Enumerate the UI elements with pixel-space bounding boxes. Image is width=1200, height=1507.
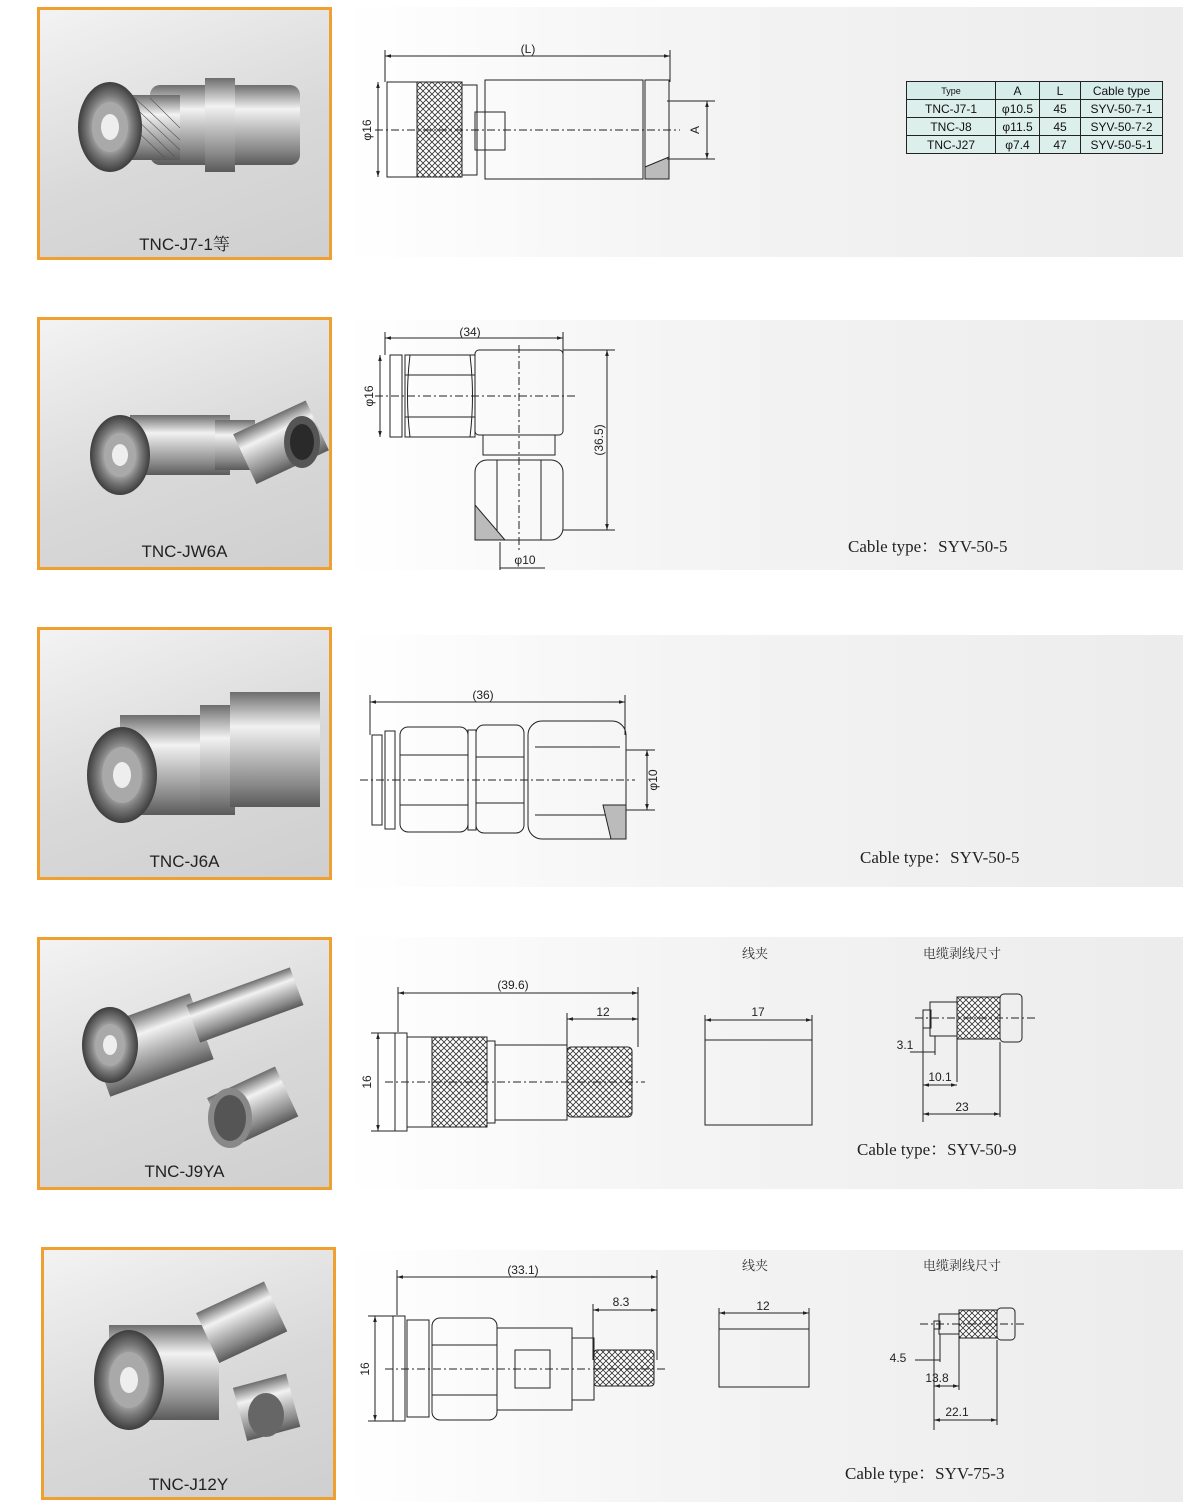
length-dimension: (33.1) (507, 1263, 539, 1277)
product-photo-frame (37, 627, 332, 880)
cell: SYV-50-5-1 (1081, 136, 1163, 154)
tail-dimension: 8.3 (612, 1295, 630, 1309)
diameter-dimension: 16 (358, 1362, 372, 1376)
strip-dimension-2: 13.8 (925, 1371, 949, 1385)
drawing-panel (345, 1250, 1183, 1502)
drawing-panel (345, 635, 1183, 887)
cell: TNC-J7-1 (907, 100, 996, 118)
clamp-caption: 线夹 (742, 947, 769, 962)
length-dimension: (L) (520, 42, 536, 56)
strip-dimension-3: 22.1 (945, 1405, 969, 1419)
spec-table (906, 81, 1163, 154)
product-model-label: TNC-J7-1等 (139, 235, 230, 254)
table-row (907, 100, 1163, 118)
strip-caption: 电缆剥线尺寸 (923, 947, 1002, 962)
product-model-label: TNC-J6A (149, 852, 220, 871)
cable-type-label: Cable type：SYV-50-5 (848, 537, 1008, 556)
product-model-label: TNC-J12Y (148, 1475, 229, 1494)
strip-caption: 电缆剥线尺寸 (923, 1259, 1002, 1274)
connector-photo (40, 320, 329, 567)
diameter-dimension: φ10 (646, 769, 660, 791)
product-row-1 (0, 0, 1200, 265)
length-dimension: (34) (459, 325, 481, 339)
strip-dimension-1: 3.1 (896, 1038, 914, 1052)
cell: 45 (1040, 118, 1081, 136)
strip-dimension-2: 10.1 (928, 1070, 952, 1084)
product-row-4 (0, 937, 1200, 1193)
cell: 45 (1040, 100, 1081, 118)
drawing-panel (345, 320, 1183, 570)
length-dimension: (39.6) (497, 978, 529, 992)
clamp-caption: 线夹 (742, 1259, 769, 1274)
cable-type-label: Cable type：SYV-75-3 (845, 1464, 1005, 1483)
diameter-dimension: φ16 (362, 385, 376, 407)
table-row (907, 118, 1163, 136)
technical-drawing (345, 320, 1183, 570)
header-a: A (996, 82, 1040, 100)
cell: φ10.5 (996, 100, 1040, 118)
tail-dimension: 12 (596, 1005, 610, 1019)
product-photo-frame (37, 317, 332, 570)
length-dimension: (36) (472, 688, 494, 702)
technical-drawing (345, 937, 1183, 1189)
connector-photo (44, 1250, 333, 1497)
product-row-3 (0, 627, 1200, 883)
product-row-5 (0, 1247, 1200, 1507)
product-model-label: TNC-JW6A (141, 542, 228, 561)
product-photo-frame (41, 1247, 336, 1500)
cell: TNC-J27 (907, 136, 996, 154)
product-model-label: TNC-J9YA (144, 1162, 225, 1181)
cell: SYV-50-7-1 (1081, 100, 1163, 118)
a-dimension: A (688, 125, 702, 135)
drawing-panel (345, 937, 1183, 1189)
diameter-dimension: 16 (360, 1075, 374, 1089)
cell: φ11.5 (996, 118, 1040, 136)
connector-photo (40, 630, 329, 877)
technical-drawing (345, 1250, 1183, 1502)
clamp-width-dimension: 17 (751, 1005, 765, 1019)
product-photo-frame (37, 937, 332, 1190)
strip-dimension-3: 23 (955, 1100, 969, 1114)
height-dimension: (36.5) (592, 424, 606, 456)
product-row-2 (0, 317, 1200, 573)
cable-type-label: Cable type：SYV-50-9 (857, 1140, 1017, 1159)
connector-photo (40, 10, 329, 257)
diameter-dimension: φ16 (360, 119, 374, 141)
bottom-diameter-dimension: φ10 (514, 553, 536, 567)
table-row (907, 136, 1163, 154)
spec-table-header (907, 82, 1163, 100)
header-type: Type (907, 82, 996, 100)
cell: 47 (1040, 136, 1081, 154)
cell: φ7.4 (996, 136, 1040, 154)
header-cable-type: Cable type (1081, 82, 1163, 100)
product-photo-frame (37, 7, 332, 260)
technical-drawing (345, 635, 1183, 887)
header-l: L (1040, 82, 1081, 100)
clamp-width-dimension: 12 (756, 1299, 770, 1313)
strip-dimension-1: 4.5 (889, 1351, 907, 1365)
connector-photo (40, 940, 329, 1187)
cable-type-label: Cable type：SYV-50-5 (860, 848, 1020, 867)
cell: SYV-50-7-2 (1081, 118, 1163, 136)
cell: TNC-J8 (907, 118, 996, 136)
